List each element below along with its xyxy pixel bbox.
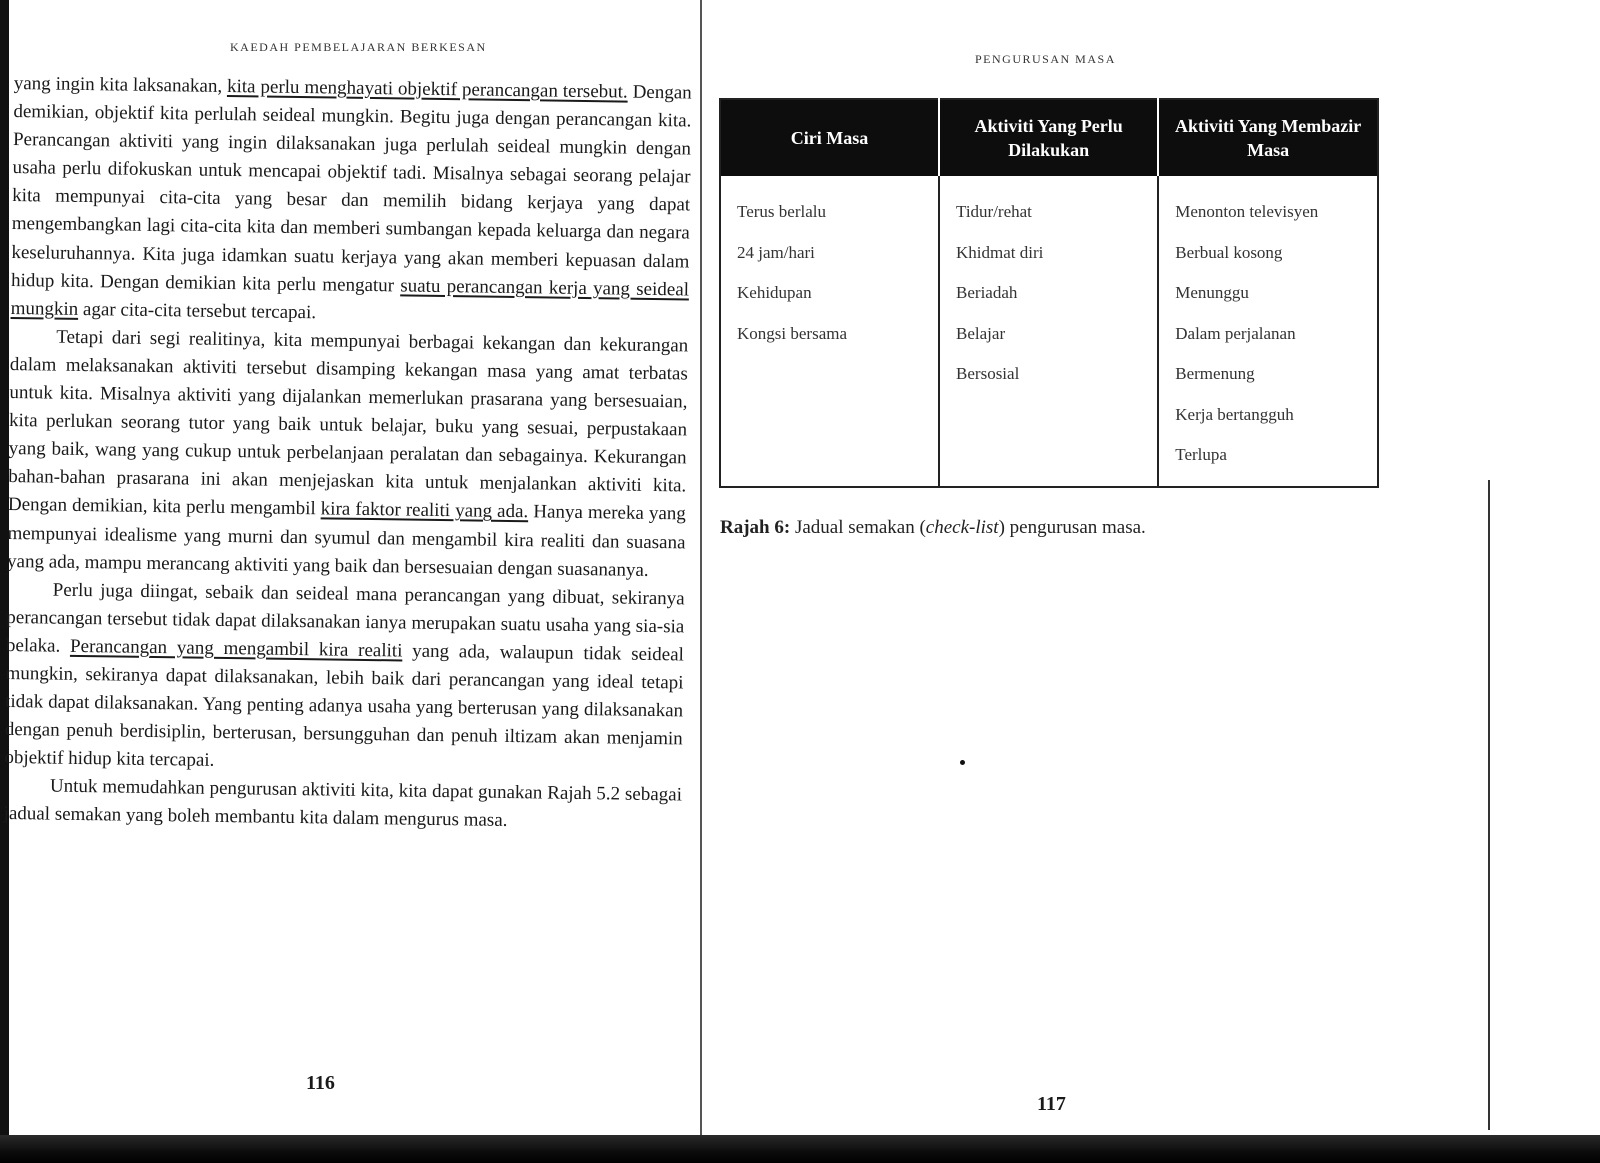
column-ciri-masa <box>720 176 939 487</box>
highlight-plan: suatu perancangan kerja yang seideal mungkin <box>10 275 690 320</box>
header-aktiviti-membazir: Aktiviti Yang Membazir Masa <box>1158 99 1378 176</box>
time-checklist-table <box>719 98 1379 488</box>
paragraph-4: Untuk memudahkan pengurusan aktiviti kita, kita dapat gunakan Rajah 5.2 sebagai jadual semakan yang boleh membantu kita dalam mengurus masa. <box>3 775 683 832</box>
scan-speck <box>960 760 965 765</box>
paragraph-2: Tetapi dari segi realitinya, kita mempunyai berbagai kekangan dan kekurangan dalam melaksanakan aktiviti tersebut disamping kekangan masa yang amat terbatas untuk kita. Misalnya aktiviti yang dijalankan memerlukan prasarana yang bersesuaian, kita perlukan seorang tutor yang baik untuk belajar, buku yang sesuai, perpustakaan yang baik, wang yang cukup untuk perbelanjaan peralatan dan sebagainya. Kekurangan bahan-bahan prasarana ini akan menjejaskan kita untuk menjalankan aktiviti kita. Dengan demikian, kita perlu mengambil kira faktor realiti yang ada. Hanya mereka yang mempunyai idealisme yang murni dan syumul dan mengambil kira realiti dan suasana yang ada, mampu merancang aktiviti yang baik dan bersesuaian dengan suasananya. <box>6 326 689 581</box>
list-item: Terlupa <box>1175 445 1227 464</box>
highlight-objective: kita perlu menghayati objektif perancangan tersebut. <box>226 75 628 103</box>
column-aktiviti-membazir <box>1158 176 1378 487</box>
list-item: Dalam perjalanan <box>1175 323 1296 343</box>
figure-caption: Rajah 6: Jadual semakan (check-list) pengurusan masa. <box>720 517 1146 538</box>
list-item: 24 jam/hari <box>737 242 815 262</box>
list-item: Bersosial <box>956 364 1020 383</box>
column-aktiviti-perlu <box>939 176 1158 487</box>
right-running-head: PENGURUSAN MASA <box>975 52 1116 66</box>
book-gutter <box>700 0 702 1163</box>
highlight-reality: kira faktor realiti yang ada. <box>320 498 529 523</box>
list-item: Terus berlalu <box>737 202 826 221</box>
list-item: Khidmat diri <box>956 242 1044 262</box>
list-item: Tidur/rehat <box>956 202 1032 221</box>
list-item: Bermenung <box>1175 364 1255 383</box>
list-item: Kehidupan <box>737 283 812 302</box>
list-item: Kerja bertangguh <box>1175 404 1294 424</box>
header-aktiviti-perlu: Aktiviti Yang Perlu Dilakukan <box>939 99 1158 176</box>
highlight-realistic-plan: Perancangan yang mengambil kira realiti <box>69 635 403 662</box>
table-header-row <box>720 99 1378 176</box>
list-item: Menunggu <box>1175 283 1249 302</box>
paragraph-1: yang ingin kita laksanakan, kita perlu menghayati objektif perancangan tersebut. Dengan demikian, objektif kita perlulah seideal mungkin. Begitu juga dengan perancangan kita. Perancangan aktiviti yang ingin dilaksanakan juga perlulah seideal mungkin dengan usaha perlu difokuskan untuk mencapai objektif tadi. Misalnya sebagai seorang pelajar kita mempunyai cita-cita yang besar dan memilih bidang kerjaya yang dapat mengembangkan lagi cita-cita kita dan memberi sumbangan kepada keluarga dan negara keseluruhannya. Kita juga idamkan suatu kerjaya yang akan memberi kepuasan dalam hidup kita. Dengan demikian kita perlu mengatur suatu perancangan kerja yang seideal mungkin agar cita-cita tersebut tercapai. <box>10 72 692 323</box>
table-body-row <box>720 176 1378 487</box>
left-page-number: 116 <box>306 1072 335 1094</box>
page-right-edge <box>1488 480 1490 1130</box>
left-running-head: KAEDAH PEMBELAJARAN BERKESAN <box>230 40 487 54</box>
scan-bottom-band <box>0 1135 1600 1163</box>
list-item: Menonton televisyen <box>1175 202 1319 221</box>
left-page-body <box>3 70 692 838</box>
right-page-number: 117 <box>1037 1093 1066 1115</box>
caption-italic: check-list <box>925 517 999 538</box>
list-item: Beriadah <box>956 283 1018 302</box>
list-item: Berbual kosong <box>1175 242 1283 262</box>
header-ciri-masa: Ciri Masa <box>720 99 939 176</box>
list-item: Kongsi bersama <box>737 323 848 343</box>
caption-label: Rajah 6: <box>720 517 791 538</box>
paragraph-3: Perlu juga diingat, sebaik dan seideal mana perancangan yang dibuat, sekiranya perancangan tersebut tidak dapat dilaksanakan ianya merupakan suatu usaha yang sia-sia belaka. Perancangan yang mengambil kira realiti yang ada, walaupun tidak seideal mungkin, sekiranya dapat dilaksanakan, lebih baik dari perancangan yang ideal tetapi tidak dapat dilaksanakan. Yang penting adanya usaha yang berterusan yang dilaksanakan dengan penuh berdisiplin, berterusan, bersungguhan dan penuh iltizam akan menjamin objektif hidup kita tercapai. <box>4 579 685 772</box>
list-item: Belajar <box>956 323 1006 343</box>
